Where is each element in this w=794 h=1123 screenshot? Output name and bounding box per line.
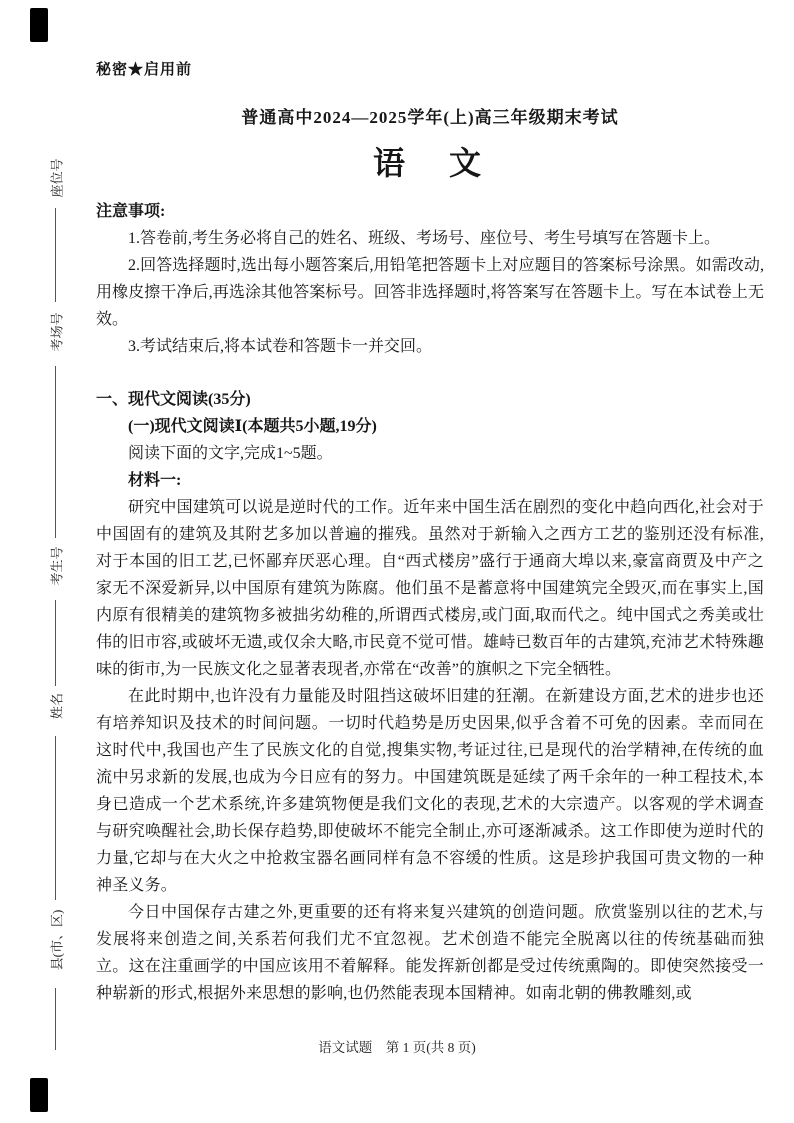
margin-field-blank-line — [55, 366, 56, 538]
body-paragraph-3: 今日中国保存古建之外,更重要的还有将来复兴建筑的创造问题。欣赏鉴别以往的艺术,与发展将来创造之间,关系若何我们尤不宜忽视。艺术创造不能完全脱离以往的传统基础而独立。这在注重画学的中国应该用不着解释。能发挥新创都是受过传统熏陶的。即使突然接受一种崭新的形式,根据外来思想的影响,也仍然能表现本国精神。如南北朝的佛教雕刻,或 — [96, 904, 764, 1002]
notice-item-2: 2.回答选择题时,选出每小题答案后,用铅笔把答题卡上对应题目的答案标号涂黑。如需改动,用橡皮擦干净后,再选涂其他答案标号。回答非选择题时,将答案写在答题卡上。写在本试卷上无效。 — [96, 257, 764, 328]
registration-mark-top-left — [30, 8, 48, 42]
notice-heading: 注意事项: — [96, 203, 166, 220]
subsection-heading: (一)现代文阅读Ⅰ(本题共5小题,19分) — [128, 418, 377, 435]
notice-item-3: 3.考试结束后,将本试卷和答题卡一并交回。 — [128, 338, 433, 355]
security-classification: 秘密★启用前 — [96, 62, 193, 78]
subject-title: 语 文 — [372, 145, 487, 181]
reading-instruction: 阅读下面的文字,完成1~5题。 — [128, 445, 333, 462]
margin-field-blank-line — [55, 600, 56, 686]
margin-field-blank-line — [55, 736, 56, 900]
body-paragraph-2: 在此时期中,也许没有力量能及时阻挡这破坏旧建的狂潮。在新建设方面,艺术的进步也还有培养知识及技术的时间问题。一切时代趋势是历史因果,似乎含着不可免的因素。幸而同在这时代中,我国也产生了民族文化的自觉,搜集实物,考证过往,已是现代的治学精神,在传统的血流中另求新的发展,也成为今日应有的努力。中国建筑既是延续了两千余年的一种工程技术,本身已造成一个艺术系统,许多建筑物便是我们文化的表现,艺术的大宗遗产。以客观的学术调查与研究唤醒社会,助长保存趋势,即使破坏不能完全制止,亦可逐渐减杀。这工作即使为逆时代的力量,它却与在大火之中抢救宝器名画同样有急不容缓的性质。这是珍护我国可贵文物的一种神圣义务。 — [96, 688, 764, 894]
margin-field-county — [47, 910, 66, 971]
margin-field-label: 县(市、区) — [49, 909, 65, 971]
margin-field-label: 姓名 — [49, 692, 65, 720]
notice-item-1: 1.答卷前,考生务必将自己的姓名、班级、考场号、座位号、考生号填写在答题卡上。 — [128, 230, 721, 247]
margin-field-seat-number — [47, 158, 66, 197]
margin-field-label: 考生号 — [49, 546, 65, 586]
margin-field-exam-room-number — [47, 312, 66, 351]
section-heading: 一、现代文阅读(35分) — [96, 391, 251, 408]
body-paragraph-1: 研究中国建筑可以说是逆时代的工作。近年来中国生活在剧烈的变化中趋向西化,社会对于中国固有的建筑及其附艺多加以普遍的摧残。虽然对于新输入之西方工艺的鉴别还没有标准,对于本国的旧工艺,已怀鄙弃厌恶心理。自“西式楼房”盛行于通商大埠以来,豪富商贾及中产之家无不深爱新异,以中国原有建筑为陈腐。他们虽不是蓄意将中国建筑完全毁灭,而在事实上,国内原有很精美的建筑物多被拙劣幼稚的,所谓西式楼房,或门面,取而代之。纯中国式之秀美或壮伟的旧市容,或破坏无遗,或仅余大略,市民竟不觉可惜。雄峙已数百年的古建筑,充沛艺术特殊趣味的街市,为一民族文化之显著表现者,亦常在“改善”的旗帜之下完全牺牲。 — [96, 499, 765, 678]
margin-field-name — [47, 693, 66, 719]
page-content — [96, 58, 764, 1007]
margin-field-blank-line — [55, 208, 56, 302]
registration-mark-bottom-left — [30, 1078, 48, 1112]
exam-title: 普通高中2024—2025学年(上)高三年级期末考试 — [241, 108, 619, 127]
material-label: 材料一: — [128, 472, 182, 489]
margin-field-label: 考场号 — [49, 312, 65, 352]
margin-field-label: 座位号 — [49, 158, 65, 198]
page-footer: 语文试题 第 1 页(共 8 页) — [318, 1040, 476, 1055]
margin-field-candidate-number — [47, 546, 66, 585]
